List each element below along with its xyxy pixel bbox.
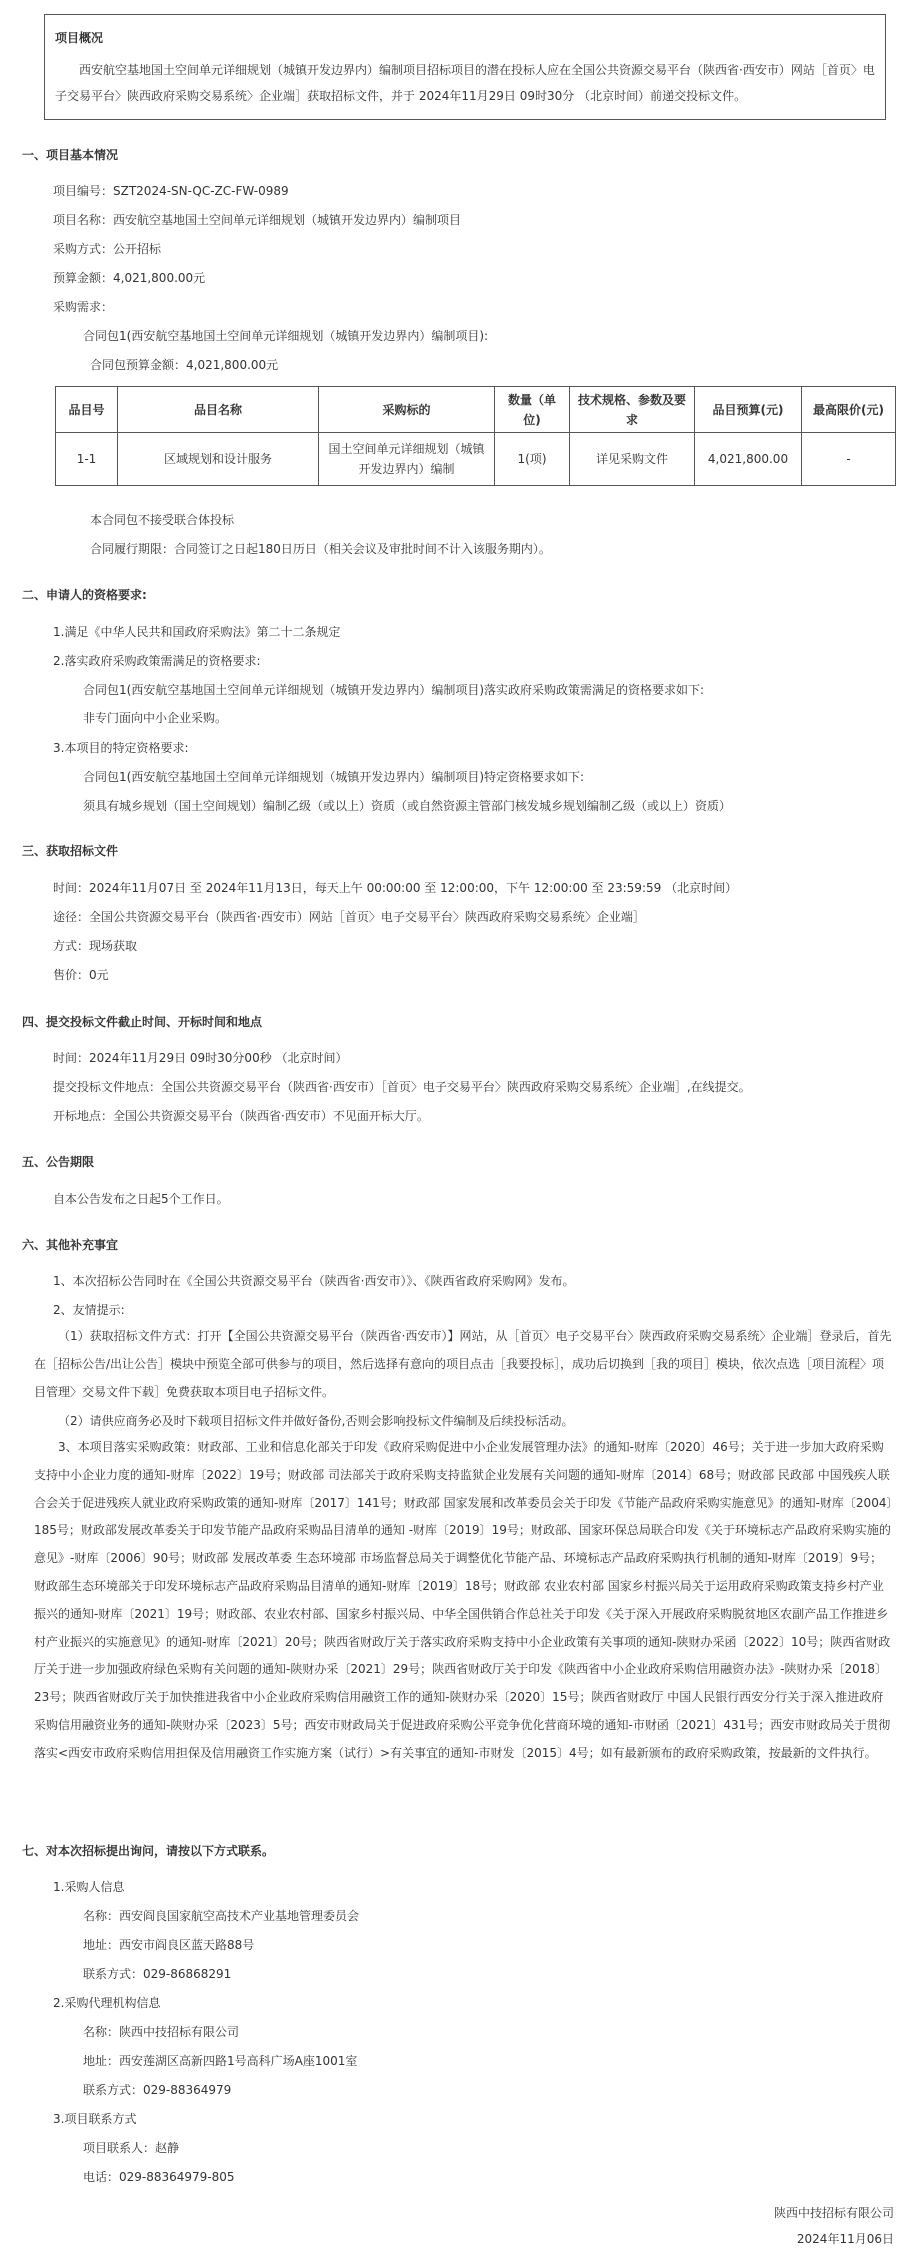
section-7-title: 七、对本次招标提出询问，请按以下方式联系。 [22,1844,275,1858]
header-subject: 采购标的 [319,387,495,433]
agent-info: 2.采购代理机构信息 [53,1996,161,2010]
contact-person: 项目联系人：赵静 [83,2141,180,2155]
buyer-address: 地址：西安市阎良区蓝天路88号 [83,1938,255,1952]
footer-company: 陕西中技招标有限公司 [773,2206,894,2220]
header-item-no: 品目号 [56,387,118,433]
agent-phone: 联系方式：029-88364979 [83,2083,232,2097]
buyer-info: 1.采购人信息 [53,1880,125,1894]
deadline-time: 时间：2024年11月29日 09时30分00秒 （北京时间） [53,1051,348,1065]
obtain-way: 途径：全国公共资源交易平台（陕西省·西安市）网站［首页〉电子交易平台〉陕西政府采购交易系统〉企业端］ [53,910,645,924]
procurement-demand: 采购需求： [53,300,114,314]
supplement-2-1: （1）获取招标文件方式：打开【全国公共资源交易平台（陕西省·西安市）】网站，从［首页〉电子交易平台〉陕西政府采购交易系统〉企业端］登录后，首先在［招标公告/出让公告］模块中预览全部可供参与的项目，然后选择有意向的项目点击［我要投标］，成功后切换到［我的项目］模块，依次点选［项目流程〉项目管理〉交易文件下载］免费获取本项目电子招标文件。 [34,1329,892,1399]
qualification-3-detail: 合同包1(西安航空基地国土空间单元详细规划（城镇开发边界内）编制项目)特定资格要求如下: [83,770,585,784]
section-4-title: 四、提交投标文件截止时间、开标时间和地点 [22,1015,263,1029]
section-1-title: 一、项目基本情况 [22,148,119,162]
qualification-2-value: 非专门面向中小企业采购。 [83,711,228,725]
table-header-row [56,387,896,433]
overview-body: 西安航空基地国土空间单元详细规划（城镇开发边界内）编制项目招标项目的潜在投标人应在全国公共资源交易平台（陕西省·西安市）网站［首页〉电子交易平台〉陕西政府采购交易系统〉企业端］获取招标文件，并于 2024年11月29日 09时30分 （北京时间）前递交投标文件。 [55,63,875,103]
procurement-method: 采购方式：公开招标 [53,242,162,256]
submit-location: 提交投标文件地点：全国公共资源交易平台（陕西省·西安市）［首页〉电子交易平台〉陕西政府采购交易系统〉企业端］,在线提交。 [53,1080,751,1094]
section-3-title: 三、获取招标文件 [22,844,119,858]
qualification-2: 2.落实政府采购政策需满足的资格要求: [53,654,261,668]
obtain-price: 售价：0元 [53,968,109,982]
opening-location: 开标地点：全国公共资源交易平台（陕西省·西安市）不见面开标大厅。 [53,1109,429,1123]
section-6-title: 六、其他补充事宜 [22,1238,119,1252]
supplement-3-policies: 3、本项目落实采购政策：财政部、工业和信息化部关于印发《政府采购促进中小企业发展管理办法》的通知-财库〔2020〕46号；关于进一步加大政府采购支持中小企业力度的通知-财库〔2022〕19号；财政部 司法部关于政府采购支持监狱企业发展有关问题的通知-财库〔2014〕68号；财政部 民政部 中国残疾人联合会关于促进残疾人就业政府采购政策的通知-财库〔2017〕141号；财政部 国家发展和改革委员会关于印发《节能产品政府采购实施意见》的通知-财库〔2004〕185号；财政部发展改革委关于印发节能产品政府采购品目清单的通知 -财库〔2019〕19号；财政部、国家环保总局联合印发《关于环境标志产品政府采购实施的意见》-财库〔2006〕90号；财政部 发展改革委 生态环境部 市场监督总局关于调整优化节能产品、环境标志产品政府采购执行机制的通知-财库〔2019〕9号；财政部生态环境部关于印发环境标志产品政府采购品目清单的通知-财库〔2019〕18号；财政部 农业农村部 国家乡村振兴局关于运用政府采购政策支持乡村产业振兴的通知-财库〔2021〕19号；财政部、农业农村部、国家乡村振兴局、中华全国供销合作总社关于印发《关于深入开展政府采购脱贫地区农副产品工作推进乡村产业振兴的实施意见》的通知-财库〔2021〕20号；陕西省财政厅关于落实政府采购支持中小企业政策有关事项的通知-陕财办采函〔2022〕10号；陕西省财政厅关于进一步加强政府绿色采购有关问题的通知-陕财办采〔2021〕29号；陕西省财政厅关于印发《陕西省中小企业政府采购信用融资办法》-陕财办采〔2018〕23号；陕西省财政厅关于加快推进我省中小企业政府采购信用融资工作的通知-陕财办采〔2020〕15号；陕西省财政厅 中国人民银行西安分行关于深入推进政府采购信用融资业务的通知-陕财办采〔2023〕5号；西安市财政局关于促进政府采购公平竞争优化营商环境的通知-市财函〔2021〕431号；西安市财政局关于贯彻落实<西安市政府采购信用担保及信用融资工作实施方案（试行）>有关事宜的通知-市财发〔2015〕4号；如有最新颁布的政府采购政策，按最新的文件执行。 [34,1440,893,1760]
announcement-period: 自本公告发布之日起5个工作日。 [53,1192,229,1206]
items-table [55,386,896,486]
cell-item-name: 区域规划和设计服务 [118,433,319,486]
cell-subject: 国土空间单元详细规划（城镇开发边界内）编制 [319,433,495,486]
contract-package: 合同包1(西安航空基地国土空间单元详细规划（城镇开发边界内）编制项目): [83,329,489,343]
cell-spec: 详见采购文件 [570,433,695,486]
supplement-1: 1、本次招标公告同时在《全国公共资源交易平台（陕西省·西安市）》、《陕西省政府采购网》发布。 [53,1274,575,1288]
overview-box [44,14,886,120]
header-max-price: 最高限价(元) [802,387,896,433]
header-item-name: 品目名称 [118,387,319,433]
table-row [56,433,896,486]
obtain-time: 时间：2024年11月07日 至 2024年11月13日，每天上午 00:00:00 至 12:00:00，下午 12:00:00 至 23:59:59 （北京时间） [53,881,738,895]
header-quantity: 数量（单位) [495,387,570,433]
project-contact: 3.项目联系方式 [53,2112,137,2126]
qualification-3-value: 须具有城乡规划（国土空间规划）编制乙级（或以上）资质（或自然资源主管部门核发城乡规划编制乙级（或以上）资质） [83,799,732,813]
cell-item-budget: 4,021,800.00 [695,433,802,486]
supplement-2: 2、友情提示: [53,1303,125,1317]
buyer-phone: 联系方式：029-86868291 [83,1967,232,1981]
cell-max-price: - [802,433,896,486]
header-spec: 技术规格、参数及要求 [570,387,695,433]
contact-phone: 电话：029-88364979-805 [83,2170,235,2184]
agent-address: 地址：西安莲湖区高新四路1号高科广场A座1001室 [83,2054,358,2068]
agent-name: 名称：陕西中技招标有限公司 [83,2025,240,2039]
buyer-name: 名称：西安阎良国家航空高技术产业基地管理委员会 [83,1909,360,1923]
qualification-3: 3.本项目的特定资格要求: [53,741,189,755]
package-budget: 合同包预算金额：4,021,800.00元 [90,358,279,372]
cell-item-no: 1-1 [56,433,118,486]
supplement-2-2: （2）请供应商务必及时下载项目招标文件并做好备份,否则会影响投标文件编制及后续投标活动。 [58,1414,574,1428]
cell-quantity: 1(项) [495,433,570,486]
project-name: 项目名称：西安航空基地国土空间单元详细规划（城镇开发边界内）编制项目 [53,213,462,227]
budget-amount: 预算金额：4,021,800.00元 [53,271,206,285]
section-2-title: 二、申请人的资格要求: [22,588,147,602]
no-union-note: 本合同包不接受联合体投标 [90,513,235,527]
qualification-2-detail: 合同包1(西安航空基地国土空间单元详细规划（城镇开发边界内）编制项目)落实政府采购政策需满足的资格要求如下: [83,683,705,697]
contract-period: 合同履行期限：合同签订之日起180日历日（相关会议及审批时间不计入该服务期内）。 [90,542,551,556]
overview-title: 项目概况 [55,31,104,45]
obtain-mode: 方式：现场获取 [53,939,138,953]
section-5-title: 五、公告期限 [22,1155,95,1169]
footer-date: 2024年11月06日 [796,2232,894,2246]
project-number: 项目编号：SZT2024-SN-QC-ZC-FW-0989 [53,184,289,198]
qualification-1: 1.满足《中华人民共和国政府采购法》第二十二条规定 [53,625,341,639]
header-item-budget: 品目预算(元) [695,387,802,433]
